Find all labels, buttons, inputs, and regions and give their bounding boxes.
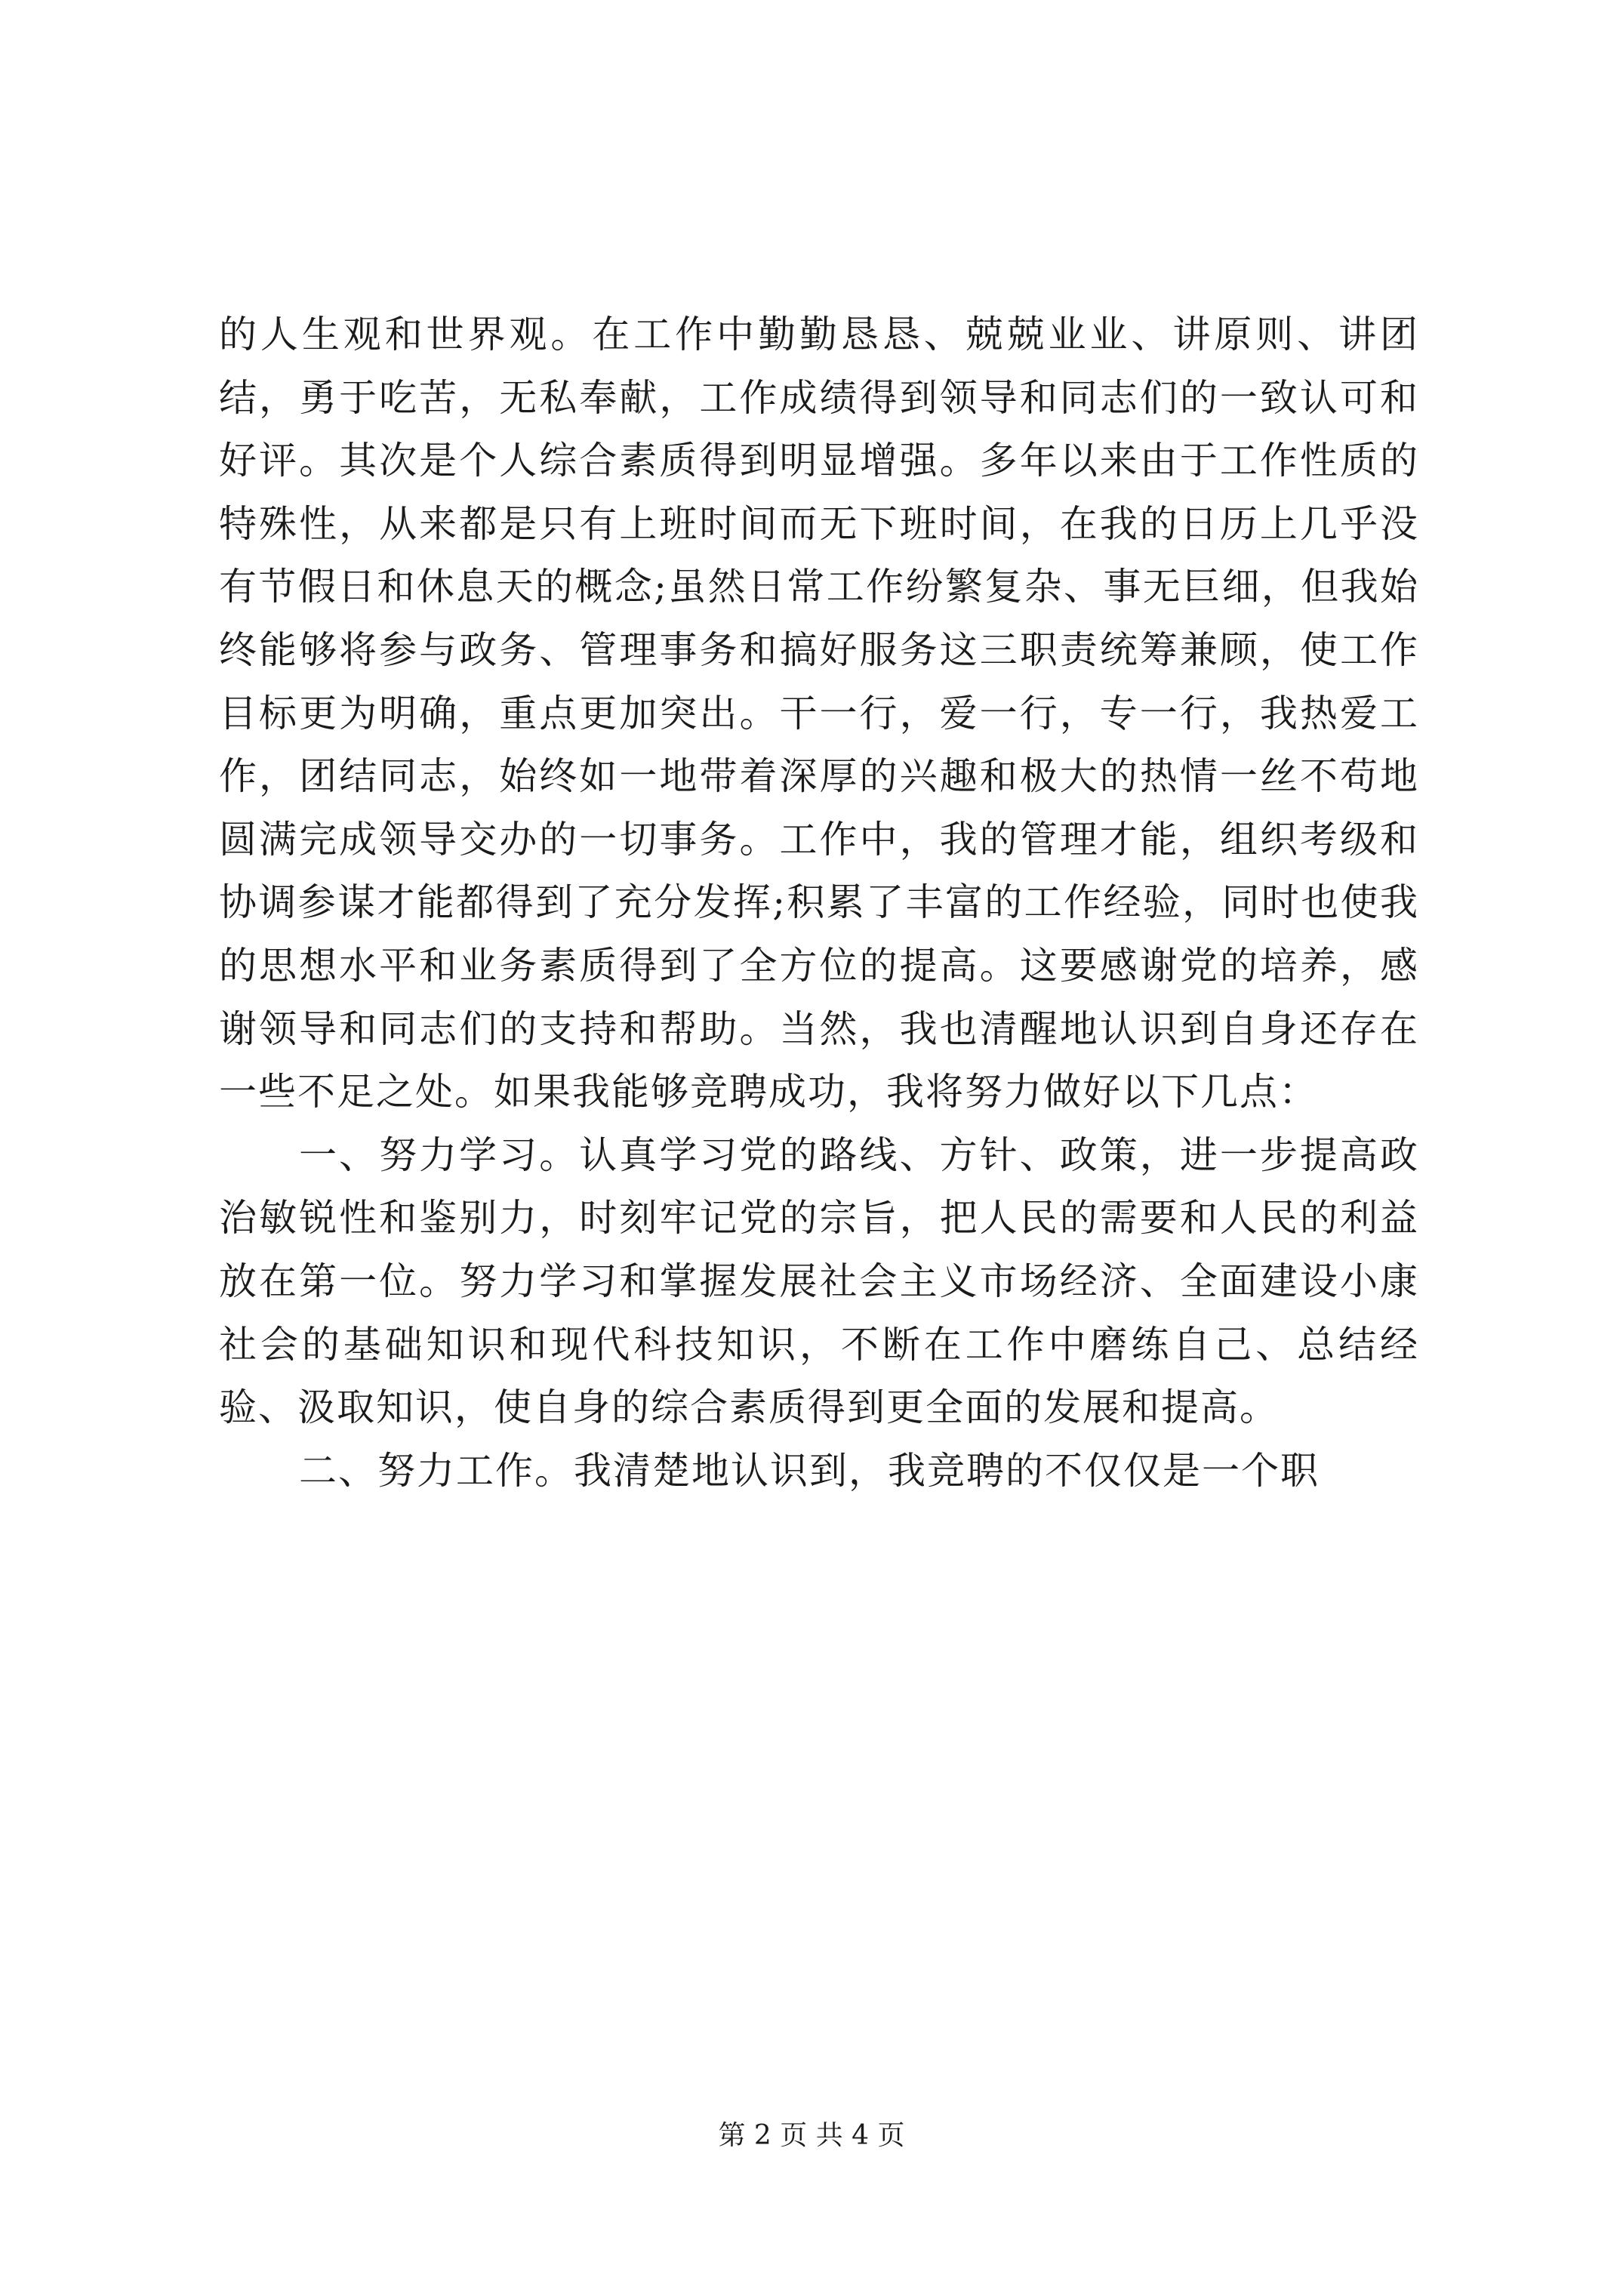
document-body	[219, 304, 1419, 1502]
paragraph-continuation: 的人生观和世界观。在工作中勤勤恳恳、兢兢业业、讲原则、讲团结，勇于吃苦，无私奉献，工作成绩得到领导和同志们的一致认可和好评。其次是个人综合素质得到明显增强。多年以来由于工作性质的特殊性，从来都是只有上班时间而无下班时间，在我的日历上几乎没有节假日和休息天的概念;虽然日常工作纷繁复杂、事无巨细，但我始终能够将参与政务、管理事务和搞好服务这三职责统筹兼顾，使工作目标更为明确，重点更加突出。干一行，爱一行，专一行，我热爱工作，团结同志，始终如一地带着深厚的兴趣和极大的热情一丝不苟地圆满完成领导交办的一切事务。工作中，我的管理才能，组织考级和协调参谋才能都得到了充分发挥;积累了丰富的工作经验，同时也使我的思想水平和业务素质得到了全方位的提高。这要感谢党的培养，感谢领导和同志们的支持和帮助。当然，我也清醒地认识到自身还存在一些不足之处。如果我能够竞聘成功，我将努力做好以下几点：	[219, 313, 1419, 1114]
paragraph-point-one: 一、努力学习。认真学习党的路线、方针、政策，进一步提高政治敏锐性和鉴别力，时刻牢记党的宗旨，把人民的需要和人民的利益放在第一位。努力学习和掌握发展社会主义市场经济、全面建设小康社会的基础知识和现代科技知识，不断在工作中磨练自己、总结经验、汲取知识，使自身的综合素质得到更全面的发展和提高。	[219, 1133, 1419, 1430]
paragraph-point-two: 二、努力工作。我清楚地认识到，我竞聘的不仅仅是一个职	[299, 1448, 1320, 1493]
page-number-footer: 第 2 页 共 4 页	[718, 2120, 905, 2151]
